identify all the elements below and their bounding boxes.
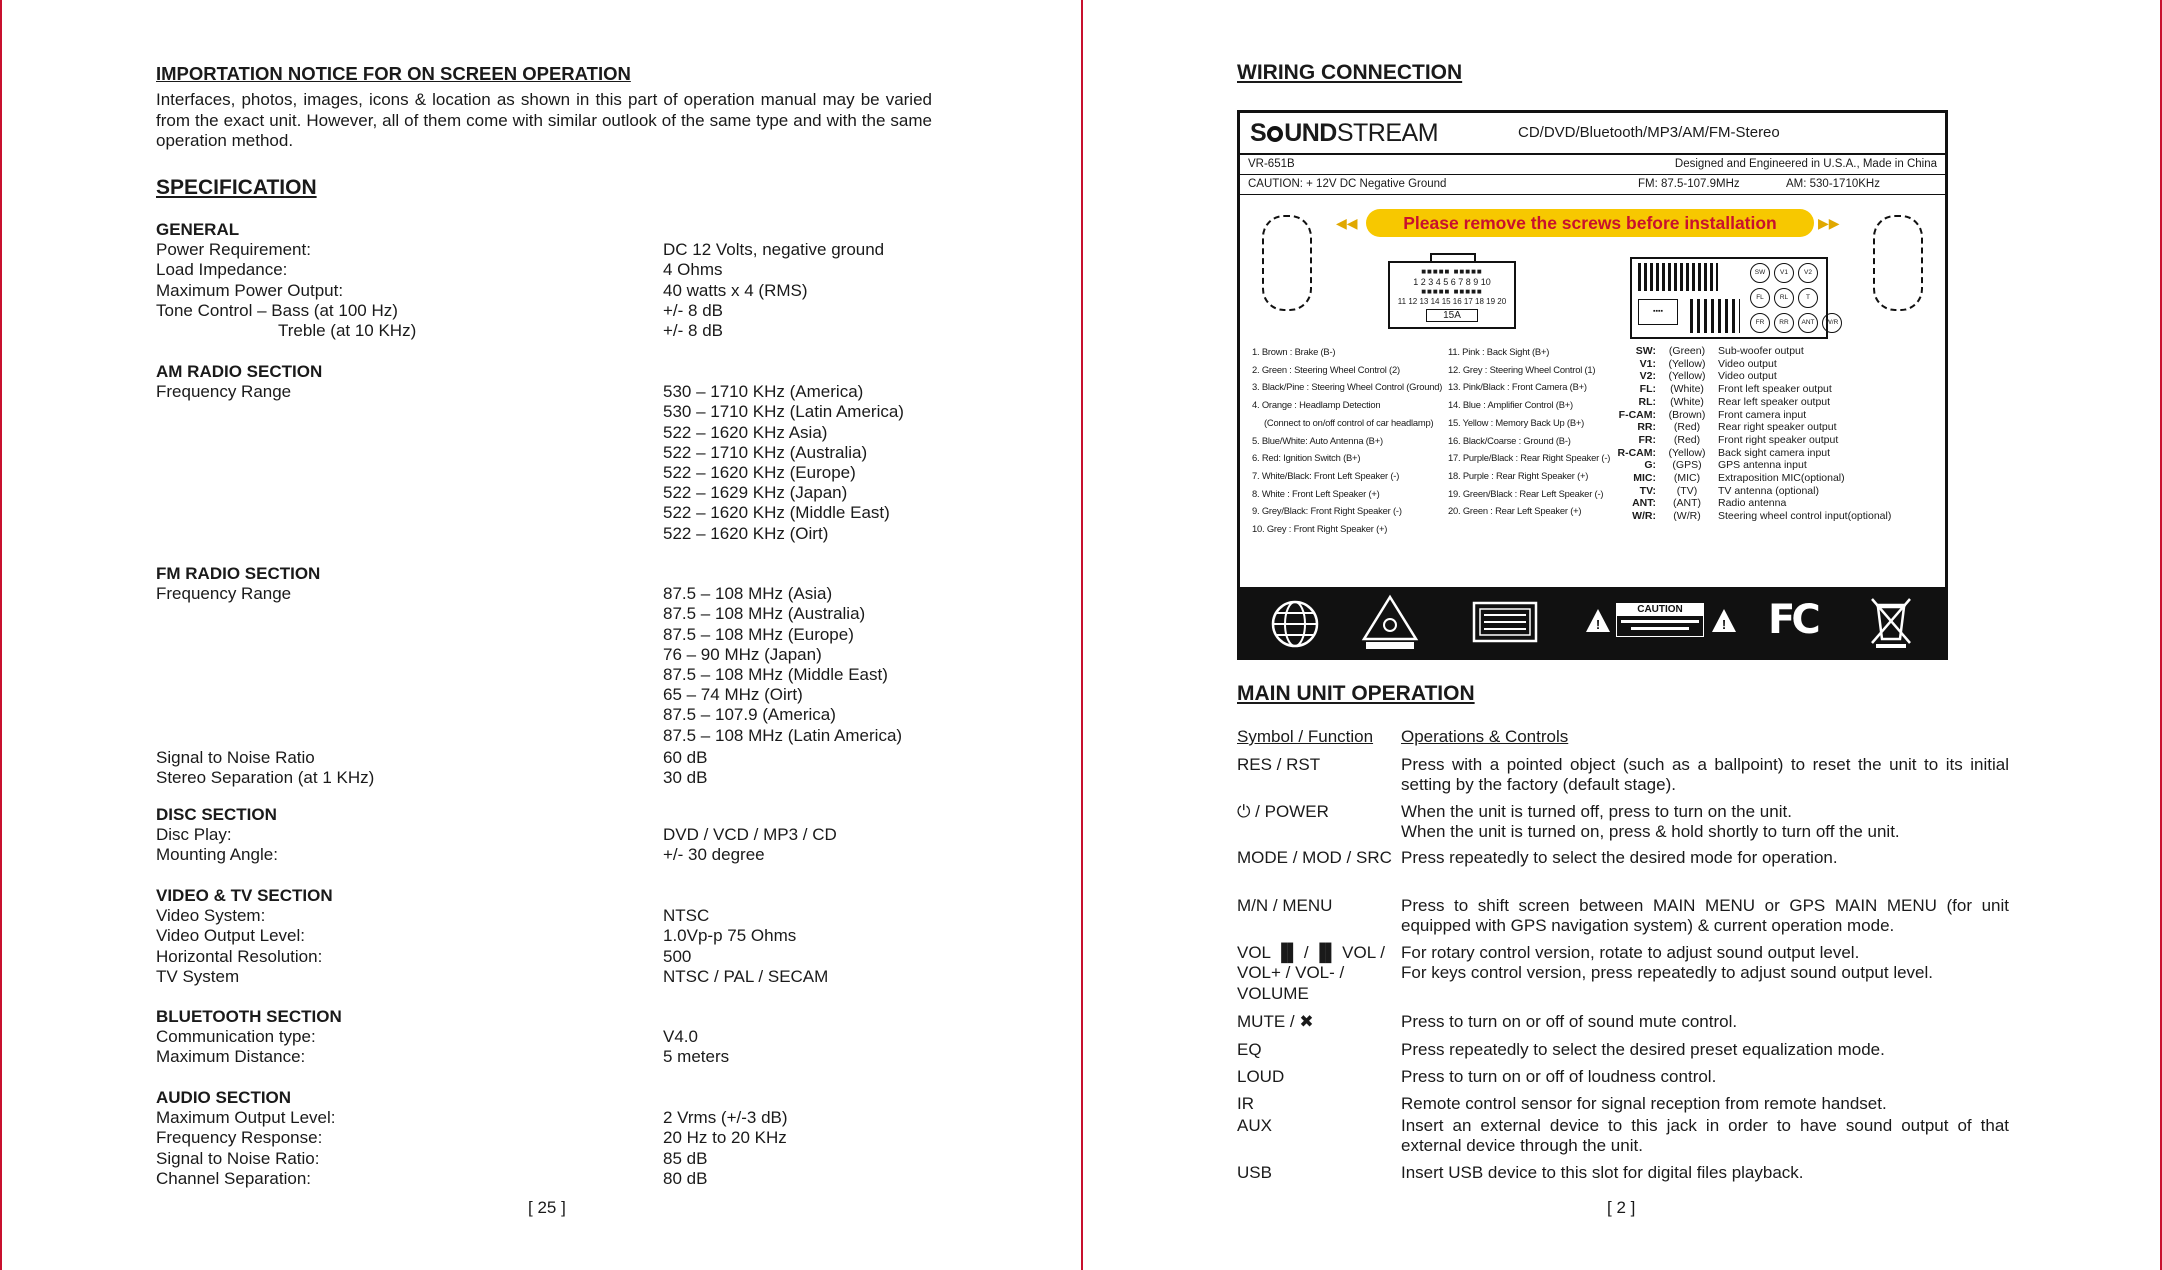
op-row (1237, 896, 2009, 937)
av-port: T (1798, 288, 1818, 308)
spec-label (156, 665, 663, 685)
spec-row (156, 483, 936, 503)
spec-label (156, 726, 663, 746)
laser-warning-icon (1360, 593, 1420, 651)
op-description: Insert an external device to this jack in order to have sound output of that external device through the unit. (1401, 1116, 2009, 1156)
legend-row (1614, 447, 1891, 460)
spec-value: 85 dB (663, 1148, 708, 1168)
op-description: Insert USB device to this slot for digital files playback. (1401, 1163, 1804, 1182)
legend-desc: TV antenna (optional) (1718, 484, 1819, 497)
spec-value: 87.5 – 108 MHz (Australia) (663, 604, 866, 624)
op-symbol: VOL ▐▌ / ▐▌ VOL / VOL+ / VOL- / VOLUME (1237, 943, 1386, 1003)
legend-color: (White) (1670, 395, 1704, 408)
spec-value: DC 12 Volts, negative ground (663, 240, 885, 260)
spec-label (156, 524, 663, 544)
op-symbol: RES / RST (1237, 755, 1321, 774)
fc-logo: FC (1768, 597, 1817, 643)
spec-value: NTSC (663, 906, 710, 926)
av-port: RR (1774, 313, 1794, 333)
legend-desc: Rear right speaker output (1718, 421, 1837, 434)
op-row (1237, 802, 2009, 843)
wire-item: 11. Pink : Back Sight (B+) (1448, 346, 1550, 357)
op-symbol: IR (1237, 1094, 1254, 1113)
arrow-left-icon: ◀◀ (1336, 215, 1358, 231)
spec-label (156, 402, 663, 422)
spec-value: 1.0Vp-p 75 Ohms (663, 926, 797, 946)
op-description: When the unit is turned off, press to turn on the unit. When the unit is turned on, press & hold shortly to turn off the unit. (1401, 802, 1900, 842)
spec-label: Power Requirement: (156, 240, 311, 260)
legend-color: (MIC) (1673, 472, 1701, 485)
op-row (1237, 1116, 2009, 1157)
spec-value: V4.0 (663, 1027, 698, 1047)
spec-label: Frequency Response: (156, 1128, 323, 1148)
op-symbol: AUX (1237, 1116, 1272, 1135)
spec-row (156, 1047, 936, 1067)
op-row (1237, 1040, 2009, 1060)
wire-item: 18. Purple : Rear Right Speaker (+) (1448, 469, 1589, 481)
spec-label (156, 685, 663, 705)
spec-row (156, 604, 936, 624)
legend-row (1614, 383, 1891, 396)
spec-row (156, 748, 936, 768)
arrow-right-icon: ▶▶ (1818, 215, 1840, 231)
spec-row (156, 726, 936, 746)
wire-item: 1. Brown : Brake (B-) (1252, 346, 1336, 357)
av-connector: ▪▪▪▪ SW V1 V2 FL RL T FR RR ANT W/R (1630, 257, 1828, 339)
spec-value: 60 dB (663, 747, 708, 767)
page-number-left: [ 25 ] (528, 1198, 566, 1217)
screw-left-outline (1262, 215, 1312, 311)
op-row (1237, 943, 2009, 1004)
legend-color: (ANT) (1673, 497, 1701, 510)
spec-row (156, 402, 936, 422)
spec-value: 522 – 1710 KHz (Australia) (663, 442, 868, 462)
op-header-symbol: Symbol / Function (1237, 727, 1374, 746)
legend-row (1614, 459, 1891, 472)
am-range: AM: 530-1710KHz (1786, 178, 1880, 190)
op-header-ops: Operations & Controls (1401, 727, 1569, 746)
op-description: Press repeatedly to select the desired mode for operation. (1401, 848, 1838, 867)
legend-code: FR: (1638, 433, 1656, 446)
wire-list-left (1252, 343, 1442, 538)
spec-value: NTSC / PAL / SECAM (663, 966, 829, 986)
op-description: Press with a pointed object (such as a ballpoint) to reset the unit to its initial setting by the factory (default stage). (1401, 755, 2009, 795)
op-row (1237, 848, 2009, 868)
spec-section (156, 805, 936, 866)
legend-color: (W/R) (1673, 510, 1701, 523)
legend-desc: Video output (1718, 357, 1777, 370)
spec-label: Communication type: (156, 1027, 316, 1047)
spec-label: Disc Play: (156, 825, 232, 845)
spec-section-title: BLUETOOTH SECTION (156, 1007, 342, 1026)
caution-text: CAUTION: + 12V DC Negative Ground (1248, 178, 1447, 190)
spec-label: Frequency Range (156, 382, 292, 402)
legend-code: W/R: (1632, 510, 1656, 523)
legend-row (1614, 485, 1891, 498)
spec-label (156, 604, 663, 624)
av-port: FL (1750, 288, 1770, 308)
spec-label: Video System: (156, 906, 266, 926)
label-subtitle: CD/DVD/Bluetooth/MP3/AM/FM-Stereo (1518, 124, 1780, 141)
fm-range: FM: 87.5-107.9MHz (1638, 178, 1740, 190)
legend-desc: Extraposition MIC(optional) (1718, 472, 1845, 485)
wire-item: 13. Pink/Black : Front Camera (B+) (1448, 381, 1587, 393)
spec-row (156, 503, 936, 523)
spec-label: Maximum Distance: (156, 1047, 306, 1067)
op-description: Press to turn on or off of loudness control. (1401, 1067, 1717, 1086)
spec-value: 530 – 1710 KHz (America) (663, 382, 864, 402)
wire-item: 12. Grey : Steering Wheel Control (1) (1448, 363, 1596, 375)
op-row (1237, 1012, 2009, 1032)
spec-section-title: DISC SECTION (156, 805, 277, 824)
spec-row (156, 443, 936, 463)
spec-value: 87.5 – 108 MHz (Latin America) (663, 725, 903, 745)
wire-item: 8. White : Front Left Speaker (+) (1252, 487, 1380, 499)
spec-value: 522 – 1620 KHz (Oirt) (663, 523, 829, 543)
screw-right-outline (1873, 215, 1923, 311)
spec-section-title: AUDIO SECTION (156, 1088, 292, 1107)
wire-item: 9. Grey/Black: Front Right Speaker (-) (1252, 505, 1402, 517)
av-port: W/R (1822, 313, 1842, 333)
spec-label: Stereo Separation (at 1 KHz) (156, 767, 375, 787)
spec-row (156, 524, 936, 544)
spec-row (156, 1108, 936, 1128)
legend-color: (Brown) (1668, 408, 1706, 421)
legend-row (1614, 345, 1891, 358)
spec-row (156, 967, 936, 987)
pins-top: 1 2 3 4 5 6 7 8 9 10 (1413, 277, 1491, 287)
spec-row (156, 1149, 936, 1169)
op-description: Press to turn on or off of sound mute control. (1401, 1012, 1738, 1031)
spec-label (156, 423, 663, 443)
spec-label (156, 483, 663, 503)
spec-label: Signal to Noise Ratio (156, 747, 315, 767)
spec-label: Video Output Level: (156, 926, 306, 946)
wire-item: 5. Blue/White: Auto Antenna (B+) (1252, 434, 1383, 446)
pins-bottom: 11 12 13 14 15 16 17 18 19 20 (1397, 297, 1507, 306)
spec-row (156, 685, 936, 705)
op-symbol: MUTE / ✖ (1237, 1012, 1314, 1031)
legend-color: (Yellow) (1668, 446, 1706, 459)
spec-value: 522 – 1629 KHz (Japan) (663, 483, 848, 503)
spec-row (156, 705, 936, 725)
op-symbol: M/N / MENU (1237, 896, 1333, 915)
op-table-header (1237, 727, 2009, 747)
legend-row (1614, 510, 1891, 523)
spec-value: 30 dB (663, 767, 708, 787)
weee-bin-icon (1868, 595, 1914, 649)
screw-banner: Please remove the screws before installation (1366, 209, 1814, 237)
spec-section (156, 220, 936, 341)
spec-row (156, 926, 936, 946)
op-row (1237, 1094, 2009, 1114)
spec-row (156, 906, 936, 926)
op-symbol: ⏻ / POWER (1237, 802, 1329, 821)
spec-value: 500 (663, 946, 692, 966)
legend-desc: Back sight camera input (1718, 446, 1831, 459)
spec-title: SPECIFICATION (156, 176, 317, 199)
wiring-title: WIRING CONNECTION (1237, 61, 1463, 84)
spec-value: DVD / VCD / MP3 / CD (663, 825, 837, 845)
spec-value: +/- 8 dB (663, 320, 724, 340)
iso-connector: ■■■■■ ■■■■■ 1 2 3 4 5 6 7 8 9 10 ■■■■■ ■■■■■ 11 12 13 14 15 16 17 18 19 20 15A (1388, 261, 1516, 329)
brand-logo: S UNDSTREAM (1250, 119, 1439, 147)
spec-row (156, 645, 936, 665)
spec-row (156, 301, 936, 321)
op-symbol: MODE / MOD / SRC (1237, 848, 1392, 867)
wiring-label (1237, 110, 1948, 660)
spec-label (156, 645, 663, 665)
spec-value: 530 – 1710 KHz (Latin America) (663, 402, 904, 422)
spec-row (156, 260, 936, 280)
wire-list-right (1448, 343, 1610, 520)
spec-row (156, 240, 936, 260)
spec-value: 87.5 – 107.9 (America) (663, 705, 836, 725)
spec-label: Maximum Output Level: (156, 1108, 336, 1128)
designed-text: Designed and Engineered in U.S.A., Made in China (1674, 158, 1937, 170)
spec-value: 522 – 1620 KHz Asia) (663, 422, 828, 442)
spec-value: 80 dB (663, 1168, 708, 1188)
spec-label (156, 705, 663, 725)
spec-section (156, 1088, 936, 1189)
legend-row (1614, 358, 1891, 371)
spec-value: +/- 30 degree (663, 845, 765, 865)
wire-item: 6. Red: Ignition Switch (B+) (1252, 452, 1361, 464)
legend-desc: Rear left speaker output (1718, 395, 1831, 408)
wire-item: 20. Green : Rear Left Speaker (+) (1448, 505, 1582, 517)
spec-row (156, 1128, 936, 1148)
spec-row (156, 1027, 936, 1047)
spec-section (156, 564, 936, 788)
spec-value: +/- 8 dB (663, 300, 724, 320)
op-description: Press repeatedly to select the desired preset equalization mode. (1401, 1040, 1885, 1059)
spec-row (156, 768, 936, 788)
svg-text:!: ! (1721, 617, 1727, 632)
spec-row (156, 463, 936, 483)
right-page (1082, 0, 2162, 1270)
spec-value: 87.5 – 108 MHz (Asia) (663, 584, 833, 604)
spec-label (156, 443, 663, 463)
legend-color: (GPS) (1672, 459, 1702, 472)
caution-badge: CAUTION (1616, 603, 1704, 637)
spec-row (156, 845, 936, 865)
spec-section (156, 886, 936, 987)
spec-value: 40 watts x 4 (RMS) (663, 280, 808, 300)
av-port: ANT (1798, 313, 1818, 333)
legend-row (1614, 396, 1891, 409)
spec-row (156, 382, 936, 402)
spec-section (156, 362, 936, 544)
spec-section-title: VIDEO & TV SECTION (156, 886, 333, 905)
cert-strip (1240, 587, 1945, 657)
wire-item: 10. Grey : Front Right Speaker (+) (1252, 523, 1388, 535)
legend-desc: GPS antenna input (1718, 459, 1807, 472)
spec-label: Tone Control – Bass (at 100 Hz) (156, 300, 398, 320)
spec-section-title: FM RADIO SECTION (156, 564, 321, 583)
class-label-icon (1472, 601, 1538, 643)
spec-value: 4 Ohms (663, 260, 723, 280)
legend-row (1614, 434, 1891, 447)
wire-item: 17. Purple/Black : Rear Right Speaker (-) (1448, 452, 1611, 464)
output-legend (1614, 345, 1891, 523)
legend-color: (Yellow) (1668, 370, 1706, 383)
av-port: V2 (1798, 263, 1818, 283)
fuse-label: 15A (1426, 309, 1478, 322)
spec-label: Mounting Angle: (156, 845, 278, 865)
spec-label (156, 503, 663, 523)
legend-color: (Yellow) (1668, 357, 1706, 370)
spec-value: 87.5 – 108 MHz (Europe) (663, 624, 854, 644)
op-row (1237, 1163, 2009, 1183)
spec-row (156, 423, 936, 443)
spec-row (156, 625, 936, 645)
legend-code: R-CAM: (1617, 446, 1656, 459)
spec-label: Treble (at 10 KHz) (278, 320, 417, 340)
op-row (1237, 755, 2009, 796)
legend-desc: Front right speaker output (1718, 433, 1839, 446)
spec-row (156, 321, 936, 341)
spec-label: Horizontal Resolution: (156, 946, 323, 966)
legend-desc: Video output (1718, 370, 1777, 383)
op-symbol: LOUD (1237, 1067, 1285, 1086)
svg-text:!: ! (1595, 617, 1601, 632)
op-description: Remote control sensor for signal reception from remote handset. (1401, 1094, 1887, 1113)
legend-desc: Sub-woofer output (1718, 345, 1804, 357)
wire-item: 19. Green/Black : Rear Left Speaker (-) (1448, 487, 1604, 499)
spec-section-title: AM RADIO SECTION (156, 362, 323, 381)
legend-code: F-CAM: (1618, 408, 1656, 421)
legend-row (1614, 370, 1891, 383)
wire-item: 3. Black/Pine : Steering Wheel Control (Ground) (1252, 381, 1443, 393)
legend-code: G: (1644, 459, 1656, 472)
legend-code: FL: (1639, 383, 1656, 396)
spec-row (156, 825, 936, 845)
spec-value: 5 meters (663, 1047, 730, 1067)
spec-label: Channel Separation: (156, 1168, 312, 1188)
wire-item: 15. Yellow : Memory Back Up (B+) (1448, 416, 1585, 428)
spec-label (156, 625, 663, 645)
legend-row (1614, 472, 1891, 485)
spec-value: 87.5 – 108 MHz (Middle East) (663, 664, 888, 684)
op-description: Press to shift screen between MAIN MENU or GPS MAIN MENU (for unit equipped with GPS navigation system) & current operation mode. (1401, 896, 2009, 936)
legend-desc: Steering wheel control input(optional) (1718, 510, 1892, 523)
globe-icon (1270, 599, 1320, 649)
spec-value: 76 – 90 MHz (Japan) (663, 644, 822, 664)
notice-text: Interfaces, photos, images, icons & location as shown in this part of operation manual may be varied from the exact unit. However, all of them come with similar outlook of the same type and with the same operation method. (156, 90, 932, 150)
legend-row (1614, 421, 1891, 434)
legend-code: V2: (1639, 370, 1656, 383)
legend-code: ANT: (1632, 497, 1656, 510)
wire-item: 7. White/Black: Front Left Speaker (-) (1252, 469, 1400, 481)
wire-item: 2. Green : Steering Wheel Control (2) (1252, 363, 1400, 375)
spec-label: Frequency Range (156, 584, 292, 604)
spec-value: 20 Hz to 20 KHz (663, 1128, 787, 1148)
spec-row (156, 281, 936, 301)
spec-row (156, 947, 936, 967)
legend-desc: Front camera input (1718, 408, 1807, 421)
spec-label: Load Impedance: (156, 260, 288, 280)
legend-row (1614, 409, 1891, 422)
notice-title: IMPORTATION NOTICE FOR ON SCREEN OPERATION (156, 63, 631, 84)
wire-item: (Connect to on/off control of car headlamp) (1264, 416, 1434, 428)
legend-desc: Radio antenna (1718, 497, 1787, 510)
spec-section (156, 1007, 936, 1068)
spec-row (156, 1169, 936, 1189)
legend-code: V1: (1639, 357, 1656, 370)
spec-row (156, 584, 936, 604)
spec-label (156, 463, 663, 483)
spec-label: Signal to Noise Ratio: (156, 1148, 320, 1168)
legend-code: RR: (1637, 421, 1656, 434)
spec-label: Maximum Power Output: (156, 280, 344, 300)
op-row (1237, 1067, 2009, 1087)
av-port: RL (1774, 288, 1794, 308)
spec-row (156, 665, 936, 685)
legend-color: (Red) (1673, 433, 1701, 446)
spec-value: 522 – 1620 KHz (Middle East) (663, 503, 890, 523)
legend-code: RL: (1638, 395, 1656, 408)
op-symbol: EQ (1237, 1040, 1262, 1059)
wire-item: 4. Orange : Headlamp Detection (1252, 399, 1381, 411)
wire-item: 16. Black/Coarse : Ground (B-) (1448, 434, 1571, 446)
spec-section-title: GENERAL (156, 220, 240, 239)
op-symbol: USB (1237, 1163, 1272, 1182)
spec-value: 2 Vrms (+/-3 dB) (663, 1108, 788, 1128)
legend-color: (Green) (1668, 345, 1706, 357)
op-description: For rotary control version, rotate to adjust sound output level. For keys control version, press repeatedly to adjust sound output level. (1401, 943, 1934, 983)
legend-color: (TV) (1676, 484, 1698, 497)
legend-desc: Front left speaker output (1718, 383, 1832, 396)
spec-label: TV System (156, 966, 240, 986)
legend-code: MIC: (1633, 472, 1656, 485)
page-number-right: [ 2 ] (1607, 1198, 1636, 1217)
exclamation-warning-icon (1710, 607, 1738, 635)
av-port: V1 (1774, 263, 1794, 283)
legend-color: (Red) (1673, 421, 1701, 434)
wire-item: 14. Blue : Amplifier Control (B+) (1448, 399, 1573, 411)
spec-value: 65 – 74 MHz (Oirt) (663, 685, 803, 705)
legend-code: SW: (1635, 345, 1656, 357)
legend-row (1614, 497, 1891, 510)
legend-code: TV: (1639, 484, 1656, 497)
av-port: SW (1750, 263, 1770, 283)
legend-color: (White) (1670, 383, 1704, 396)
shock-warning-icon (1584, 607, 1612, 635)
spec-value: 522 – 1620 KHz (Europe) (663, 462, 856, 482)
av-port: FR (1750, 313, 1770, 333)
op-title: MAIN UNIT OPERATION (1237, 682, 1475, 705)
model-number: VR-651B (1248, 158, 1295, 170)
